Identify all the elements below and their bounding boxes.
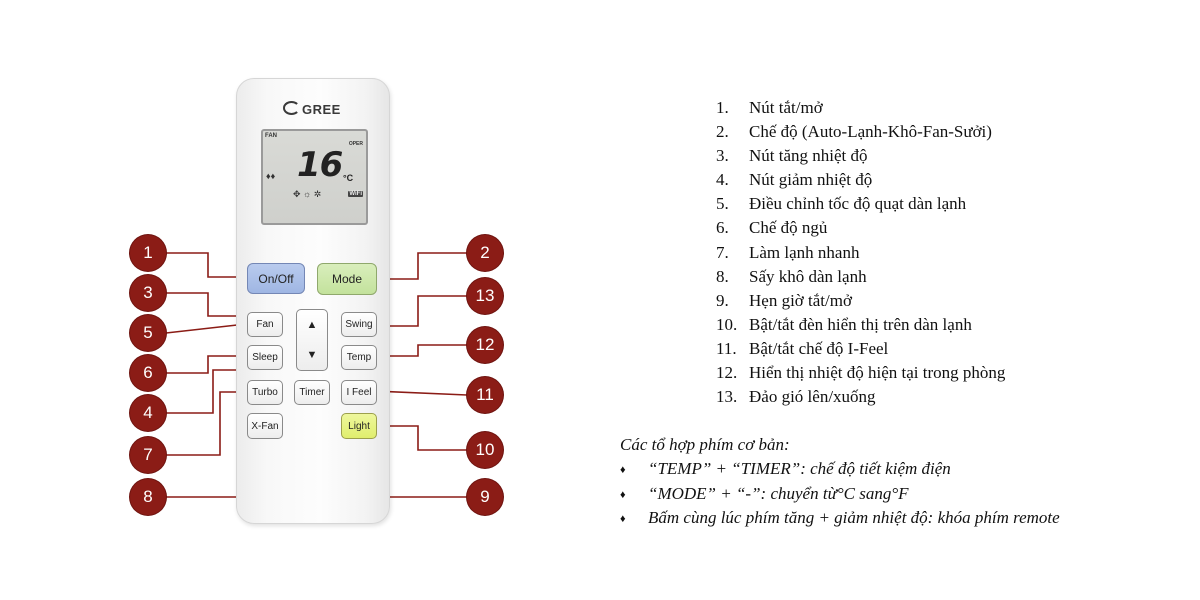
lcd-fan-sun-icon: ✥ ☼ ✲ [293, 189, 322, 199]
timer-button[interactable]: Timer [294, 380, 330, 405]
marker-13: 13 [467, 278, 503, 314]
legend-item: 8. Sấy khô dàn lạnh [716, 266, 867, 286]
legend-item: 9. Hẹn giờ tắt/mở [716, 290, 852, 310]
lcd-unit: °C [343, 173, 354, 183]
marker-11: 11 [467, 377, 503, 413]
legend-item: 3. Nút tăng nhiệt độ [716, 146, 868, 166]
temp-arrows-button[interactable] [296, 309, 328, 371]
lcd-oper-label: OPER [348, 141, 363, 147]
lcd-temperature: 16 [297, 145, 343, 185]
onoff-button[interactable]: On/Off [247, 263, 305, 294]
temp-up-icon[interactable]: ▲ [306, 319, 318, 331]
lcd-fan-label: FAN [265, 133, 277, 139]
legend-item: 2. Chế độ (Auto-Lạnh-Khô-Fan-Sưởi) [716, 122, 992, 142]
marker-4: 4 [130, 395, 166, 431]
marker-6: 6 [130, 355, 166, 391]
leader-5 [166, 324, 246, 333]
legend-item: 5. Điều chỉnh tốc độ quạt dàn lạnh [716, 194, 967, 214]
marker-3: 3 [130, 275, 166, 311]
leader-7 [166, 392, 246, 455]
marker-8: 8 [130, 479, 166, 515]
sleep-button[interactable]: Sleep [247, 345, 283, 370]
diamond-bullet-icon: ♦ [620, 464, 626, 476]
xfan-button[interactable]: X-Fan [247, 413, 283, 439]
marker-1: 1 [130, 235, 166, 271]
gree-logo-icon [283, 101, 300, 115]
leader-1 [166, 253, 246, 277]
brand-logo: GREE [283, 101, 341, 117]
temp-button[interactable]: Temp [341, 345, 377, 370]
combos-title: Các tổ hợp phím cơ bản: [620, 435, 790, 454]
temp-down-icon[interactable]: ▼ [306, 349, 318, 361]
marker-2: 2 [467, 235, 503, 271]
combo-item: ♦ “MODE” + “-”: chuyển từ°C sang°F [620, 482, 1060, 507]
button-legend [716, 96, 1005, 409]
lcd-wifi-label: WiFi [349, 191, 362, 197]
mode-button[interactable]: Mode [317, 263, 377, 295]
marker-10: 10 [467, 432, 503, 468]
legend-item: 11. Bật/tắt chế độ I-Feel [716, 338, 889, 358]
legend-item: 13. Đảo gió lên/xuống [716, 387, 876, 407]
key-combinations [620, 433, 1060, 531]
combo-item: ♦ “TEMP” + “TIMER”: chế độ tiết kiệm điện [620, 457, 1060, 482]
marker-9: 9 [467, 479, 503, 515]
legend-item: 12. Hiển thị nhiệt độ hiện tại trong phòng [716, 363, 1006, 383]
marker-5: 5 [130, 315, 166, 351]
combo-item: ♦ Bấm cùng lúc phím tăng + giảm nhiệt độ: khóa phím remote [620, 506, 1060, 531]
leader-2 [380, 253, 467, 279]
marker-7: 7 [130, 437, 166, 473]
lcd-display [261, 129, 368, 225]
legend-item: 6. Chế độ ngủ [716, 218, 828, 238]
legend-item: 10. Bật/tắt đèn hiển thị trên dàn lạnh [716, 314, 972, 334]
lcd-drops-icon: ♦♦ [266, 171, 276, 181]
remote-control [236, 78, 390, 524]
turbo-button[interactable]: Turbo [247, 380, 283, 405]
fan-button[interactable]: Fan [247, 312, 283, 337]
legend-item: 1. Nút tắt/mở [716, 98, 823, 117]
light-button[interactable]: Light [341, 413, 377, 439]
legend-item: 7. Làm lạnh nhanh [716, 242, 860, 262]
legend-item: 4. Nút giảm nhiệt độ [716, 170, 873, 190]
ifeel-button[interactable]: I Feel [341, 380, 377, 405]
diamond-bullet-icon: ♦ [620, 513, 626, 525]
diamond-bullet-icon: ♦ [620, 488, 626, 501]
swing-button[interactable]: Swing [341, 312, 377, 337]
marker-12: 12 [467, 327, 503, 363]
